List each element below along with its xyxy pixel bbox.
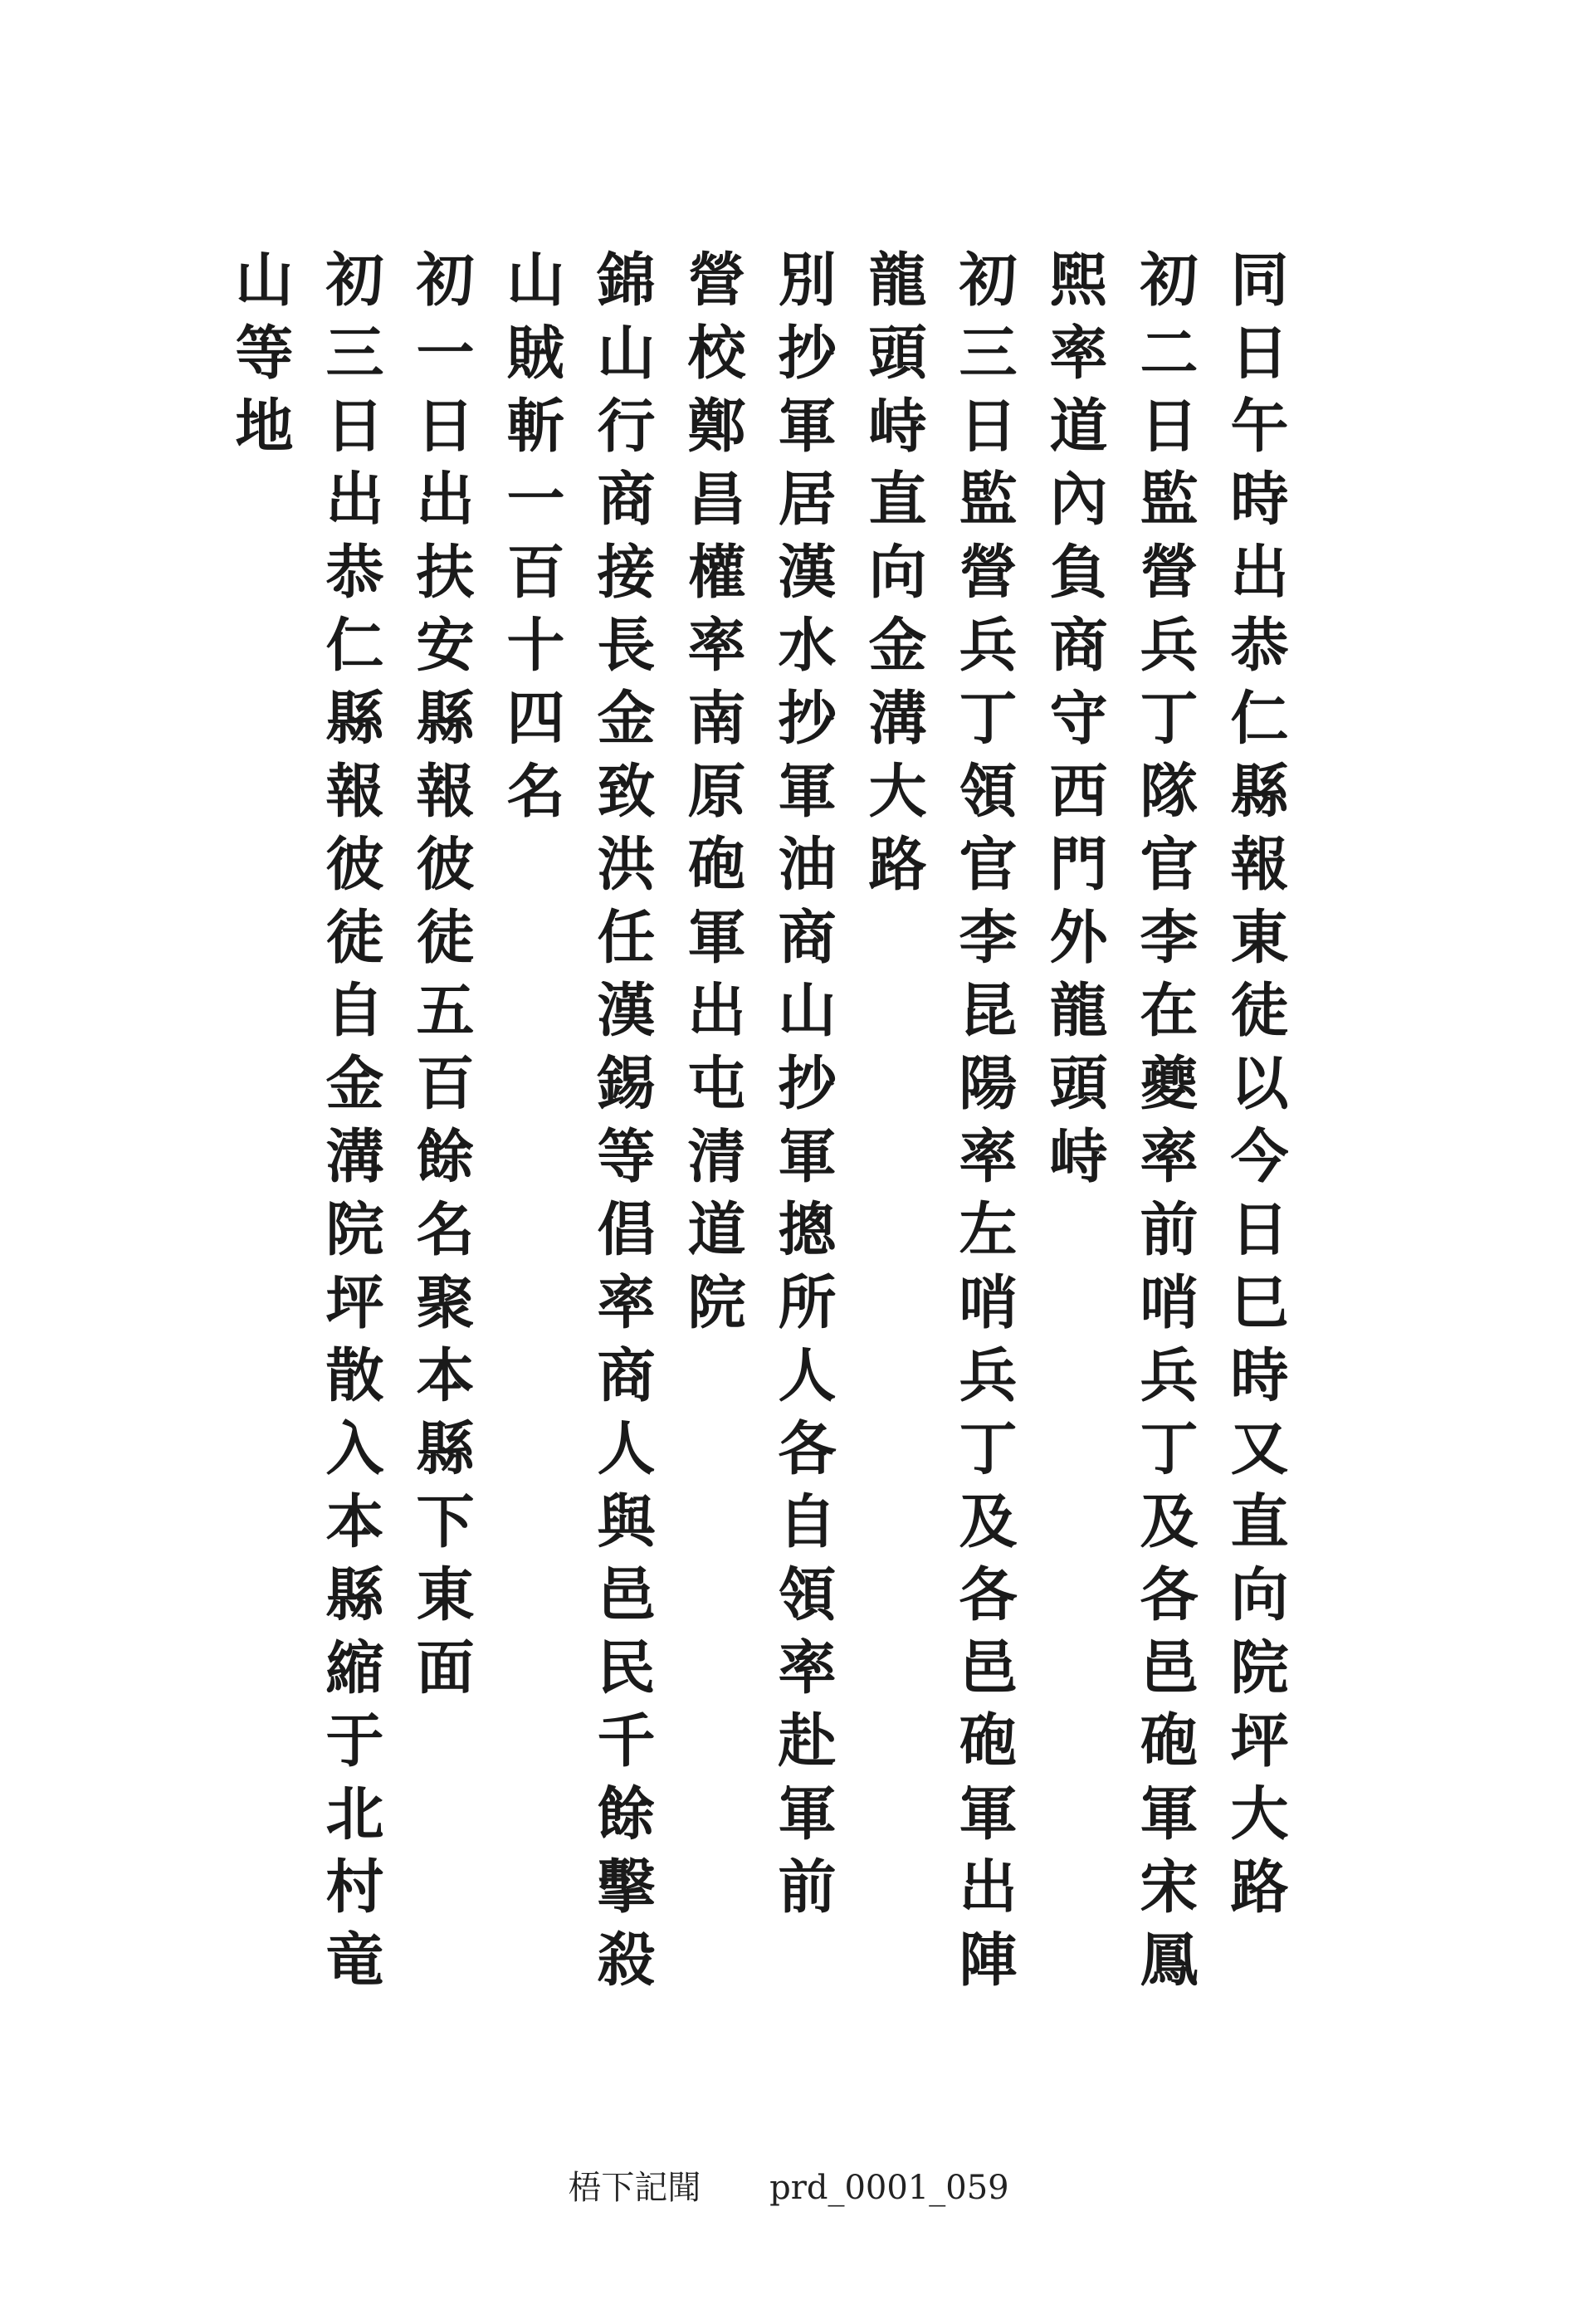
text-column-10: 初一日出扶安縣報彼徒五百餘名聚本縣下東面 bbox=[407, 249, 476, 1710]
page-id: prd_0001_059 bbox=[769, 2169, 1009, 2207]
text-column-11: 初三日出恭仁縣報彼徒自金溝院坪散入本縣縮于北村竜 bbox=[316, 249, 385, 2002]
text-column-12: 山等地 bbox=[226, 249, 295, 468]
text-column-6: 別抄軍居漢水抄軍油商山抄軍摠所人各自領率赴軍前 bbox=[769, 249, 837, 1929]
text-column-9: 山賊斬一百十四名 bbox=[497, 249, 566, 833]
text-column-7: 營校鄭昌權率南原砲軍出屯清道院 bbox=[678, 249, 747, 1345]
text-column-3: 煕率道內負商守西門外龍頭峙 bbox=[1040, 249, 1109, 1199]
text-column-1: 同日午時出恭仁縣報東徒以今日巳時又直向院坪大路 bbox=[1221, 249, 1290, 1929]
text-column-2: 初二日監營兵丁隊官李在夔率前哨兵丁及各邑砲軍宋鳳 bbox=[1130, 249, 1199, 2002]
text-column-4: 初三日監營兵丁領官李昆陽率左哨兵丁及各邑砲軍出陣 bbox=[950, 249, 1018, 2002]
book-title: 梧下記聞 bbox=[568, 2169, 701, 2207]
text-column-8: 錦山行商接長金致洪任漢錫等倡率商人與邑民千餘擊殺 bbox=[588, 249, 657, 2002]
text-column-5: 龍頭峙直向金溝大路 bbox=[859, 249, 928, 906]
page-footer bbox=[0, 2161, 1577, 2209]
vertical-text-block bbox=[220, 249, 1295, 2002]
